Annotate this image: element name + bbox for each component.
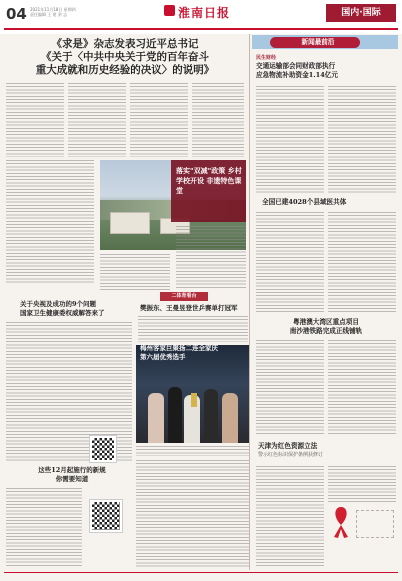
sports-section-band: 二体育看台 [160,292,208,301]
photo-person [148,393,164,443]
new-rules-text [6,488,82,568]
new-rules-line-2: 你需要知道 [55,475,89,483]
medical-text-col-2 [328,212,396,312]
tianjin-text-col-1 [256,466,324,568]
editor-line: 责任编辑 王 建 余 志 [30,12,68,17]
photo-person [222,393,238,443]
award-headline [140,344,250,362]
new-rules-line-1: 这些12月起施行的新规 [38,466,106,474]
photo-person [204,389,218,443]
medical-headline: 全国已建4028个县域医共体 [262,198,347,206]
photo-caption-text [100,254,170,290]
feature-title: 落实"双减"政策 乡村学校开设 非遗特色课堂 [176,167,242,195]
right-of-photo-text [176,226,246,290]
railway-line-1: 粤港澳大湾区重点项目 [293,318,359,326]
railway-headline [258,318,394,336]
tianjin-text-col-2 [328,466,396,502]
railway-text-col-1 [256,340,324,436]
news-frontier-banner: 新闻最前沿 [301,38,335,46]
medical-text-col-1 [256,212,324,312]
article-text-col-2 [68,83,126,157]
article-text-col-3 [130,83,188,157]
award-line-1: 梅州客家巨聚扬二连全家庆 [140,344,218,352]
railway-text-col-2 [328,340,396,436]
main-headline-line-3: 重大成就和历史经验的决议〉的说明》 [35,64,215,76]
photo-person [168,387,182,443]
table-tennis-headline: 樊振东、王曼昱登世乒赛单打冠军 [140,304,238,312]
section-label: 国内·国际 [326,4,396,22]
table-tennis-text [138,316,248,342]
article-text-col-4 [192,83,244,157]
new-rules-headline [22,466,122,484]
main-headline-line-2: 《关于〈中共中央关于党的百年奋斗 [41,51,209,63]
advertisement-box [356,510,394,538]
photo-building [110,212,150,234]
logistics-line-2: 应急物流补助资金1.14亿元 [256,71,338,79]
trophy-icon [191,393,197,407]
logistics-line-1: 交通运输部会同财政部执行 [256,62,336,70]
footer-rule [4,572,398,573]
logistics-text-col-2 [328,86,396,194]
main-headline [6,38,244,77]
health-qa-line-1: 关于央视及成功的9个问题 [20,300,97,308]
health-qa-line-2: 国家卫生健康委权威解答来了 [20,309,105,317]
kicker-label: 民生财经 [256,55,277,61]
tianjin-line-2: 警示红色标识保护条例获修订 [258,452,324,458]
header-rule [4,28,398,30]
newspaper-brand: 淮南日报 [178,6,231,20]
column-divider [249,34,250,570]
issue-date: 2021年11月18日 星期四 [30,7,76,12]
main-headline-line-1: 《求是》杂志发表习近平总书记 [51,38,199,50]
tianjin-line-1: 天津为红色资源立法 [258,442,318,450]
date-line [30,7,100,17]
health-qa-headline [20,300,130,318]
qr-code-icon [90,436,116,462]
logistics-text-col-1 [256,86,324,194]
logistics-headline [256,62,396,80]
page-number: 04 [6,5,27,23]
qr-code-icon [90,500,122,532]
award-text [136,460,250,568]
railway-line-2: 南沙港铁路完成正线铺轨 [289,327,363,335]
left-text-column [6,160,94,285]
tianjin-headline [258,442,394,460]
red-ribbon-icon [330,505,352,539]
article-text-col-1 [6,83,64,157]
newspaper-logo-icon [164,5,175,16]
photo-caption [136,446,250,456]
award-line-2: 第六届优秀选手 [140,353,186,361]
